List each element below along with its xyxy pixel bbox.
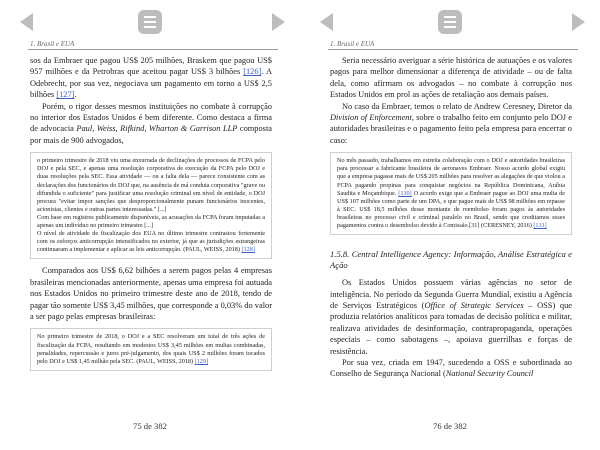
page-number: 76 de 382 (433, 421, 467, 431)
left-nav-bar (0, 6, 300, 38)
right-page (300, 0, 600, 450)
right-nav-bar (300, 6, 600, 38)
header-divider (328, 49, 578, 50)
previous-page-button[interactable] (310, 6, 342, 38)
paragraph: Comparados aos US$ 6,62 bilhões a serem pagos pelas 4 empresas brasileiras mencionadas anteriormente, apenas uma empresa foi autuada nos Estados Unidos no primeiro trimestre deste ano de 2018, tendo de pagar tão somente US$ 3,45 milhões, que corresponde a 0,03% do valor a ser pago pelas empresas brasileiras: (30, 266, 272, 321)
menu-icon (138, 10, 162, 34)
footnote-link[interactable]: [126] (243, 67, 262, 77)
arrow-left-icon (20, 13, 33, 31)
right-page-body (330, 55, 572, 380)
arrow-right-icon (272, 13, 285, 31)
footnote-link[interactable]: [129] (194, 357, 209, 365)
paragraph: Porém, o rigor desses mesmos instituições no combate à corrupção no interior dos Estados Unidos é bem diferente. Como destaca a firma de advocacia Paul, Weiss, Rifkind, Wharton & Garrison LLP composta por mais de 900 advogados, (30, 101, 272, 145)
paragraph: sos da Embraer que pagou US$ 205 milhões, Braskem que pagou US$ 957 milhões e da Petrobras que aceitou pagar US$ 3 bilhões [126]. A Odebrecht, por sua vez, negociava um pagamento em torno a US$ 2,5 bilhões [127]. (30, 56, 272, 100)
footnote-link[interactable]: [131] (533, 222, 547, 229)
block-quote: No primeiro trimestre de 2018, o DOJ e a SEC resolveram um total de três ações de fiscalização da FCPA, resultando em modestos US$ 3,45 milhões em multas combinadas, penalidades, repercussão e juros pré-julgamento, dos quais US$ 2 milhões foram tocados pelo DOJ e US$ 1,45 milhão pela SEC. (PAUL, WEISS, 2018) [129] (30, 328, 272, 370)
paragraph: Seria necessário averiguar a série histórica de autuações e os valores pagos para melhor dimensionar a diferença de atividade – ou de falta dela, como afirmam os advogados – no combate à corrupção nos Estados Unidos em prol as ações de retaliação aos demais países. (330, 56, 572, 100)
section-heading: 1.5.8. Central Intelligence Agency: Informação, Análise Estratégica e Ação (330, 249, 572, 271)
menu-icon (438, 10, 462, 34)
footnote-link[interactable]: [128] (241, 246, 255, 254)
previous-page-button[interactable] (10, 6, 42, 38)
next-page-button[interactable] (262, 6, 294, 38)
paragraph: No caso da Embraer, temos o relato de Andrew Ceresney, Diretor da Division of Enforcement, sobre o trabalho feito em conjunto pelo DOJ e autoridades brasileiras e o pagamento feito pela empresa para encerrar o caso: (330, 101, 572, 145)
table-of-contents-button[interactable] (134, 6, 166, 38)
table-of-contents-button[interactable] (434, 6, 466, 38)
header-divider (28, 49, 278, 50)
running-head: 1. Brasil e EUA (30, 40, 75, 48)
block-quote: No mês passado, trabalhamos em estreita colaboração com o DOJ e autoridades brasileiras para processar a fabricante brasileira de aeronaves Embraer. Nosso acordo global exigiu que a empresa pagasse mais de US$ 205 milhões para resolver as alegações de que violou a FCPA pagando propinas para conquistar negócios na República Dominicana, Arábia Saudita e Moçambique. [130] O acordo exige que a Embraer pague ao DOJ uma multa de US$ 107 milhões como parte de um DPA, e que pague mais de US$ 98 milhões em repasse à SEC. US$ 18,5 milhões desse montante de reembolso foram pagos às autoridades brasileiras no processo civil e criminal paralelo no Brasil, sendo que creditamos esses pagamentos contra o desembolso devido à Comissão.[31] (CERESNEY, 2016) [131] (330, 152, 572, 235)
paragraph: Por sua vez, criada em 1947, sucedendo a OSS e subordinada ao Conselho de Segurança Nacional (National Security Council (330, 357, 572, 379)
footnote-link[interactable]: [127] (56, 90, 75, 100)
next-page-button[interactable] (562, 6, 594, 38)
paragraph: Os Estados Unidos possuem várias agências no setor de inteligência. No período da Segunda Guerra Mundial, existiu a Agência de Serviços Estratégicos (Office of Strategic Services – OSS) que produzia relatórios analíticos para tomadas de decisão política e militar, realizava atividades de desinformação, contrapropaganda, operações especiais – como sabotagens –, apoiava guerrilhas e forças de resistência. (330, 278, 573, 356)
block-quote: o primeiro trimestre de 2018 viu uma enxurrada de declinações de processos de FCPA pelo DOJ e pela SEC, e apenas uma resolução corporativa de execução da FCPA pelo DOJ e duas resoluções pela SEC. Essa atividade — ou a falta dela — parece consistente com as declarações dos funcionários do DOJ que, na ausência de má conduta corporativa "grave ou difundida o suficiente" para justificar uma resolução criminal em nível de entidade, o DOJ procura "evitar impor sanções que desproporcionalmente punam funcionários inocentes, acionistas, clientes e outras partes interessadas." [...] Com base em registros publicamente disponíveis, as acusações da FCPA foram imputadas a apenas um indivíduo no primeiro trimestre [...] O nível de atividade de fiscalização dos EUA no último trimestre contrastou fortemente com os esforços anticorrupção intensificados no exterior, já que as jurisdições estrangeiras continuaram a implementar e aplicar as leis anticorrupção. (PAUL, WEISS, 2018) [128] (30, 152, 272, 259)
arrow-left-icon (320, 13, 333, 31)
left-page-body (30, 55, 272, 377)
arrow-right-icon (572, 13, 585, 31)
footnote-link[interactable]: [130] (398, 189, 412, 197)
running-head: 1. Brasil e EUA (330, 40, 375, 48)
page-number: 75 de 382 (133, 421, 167, 431)
